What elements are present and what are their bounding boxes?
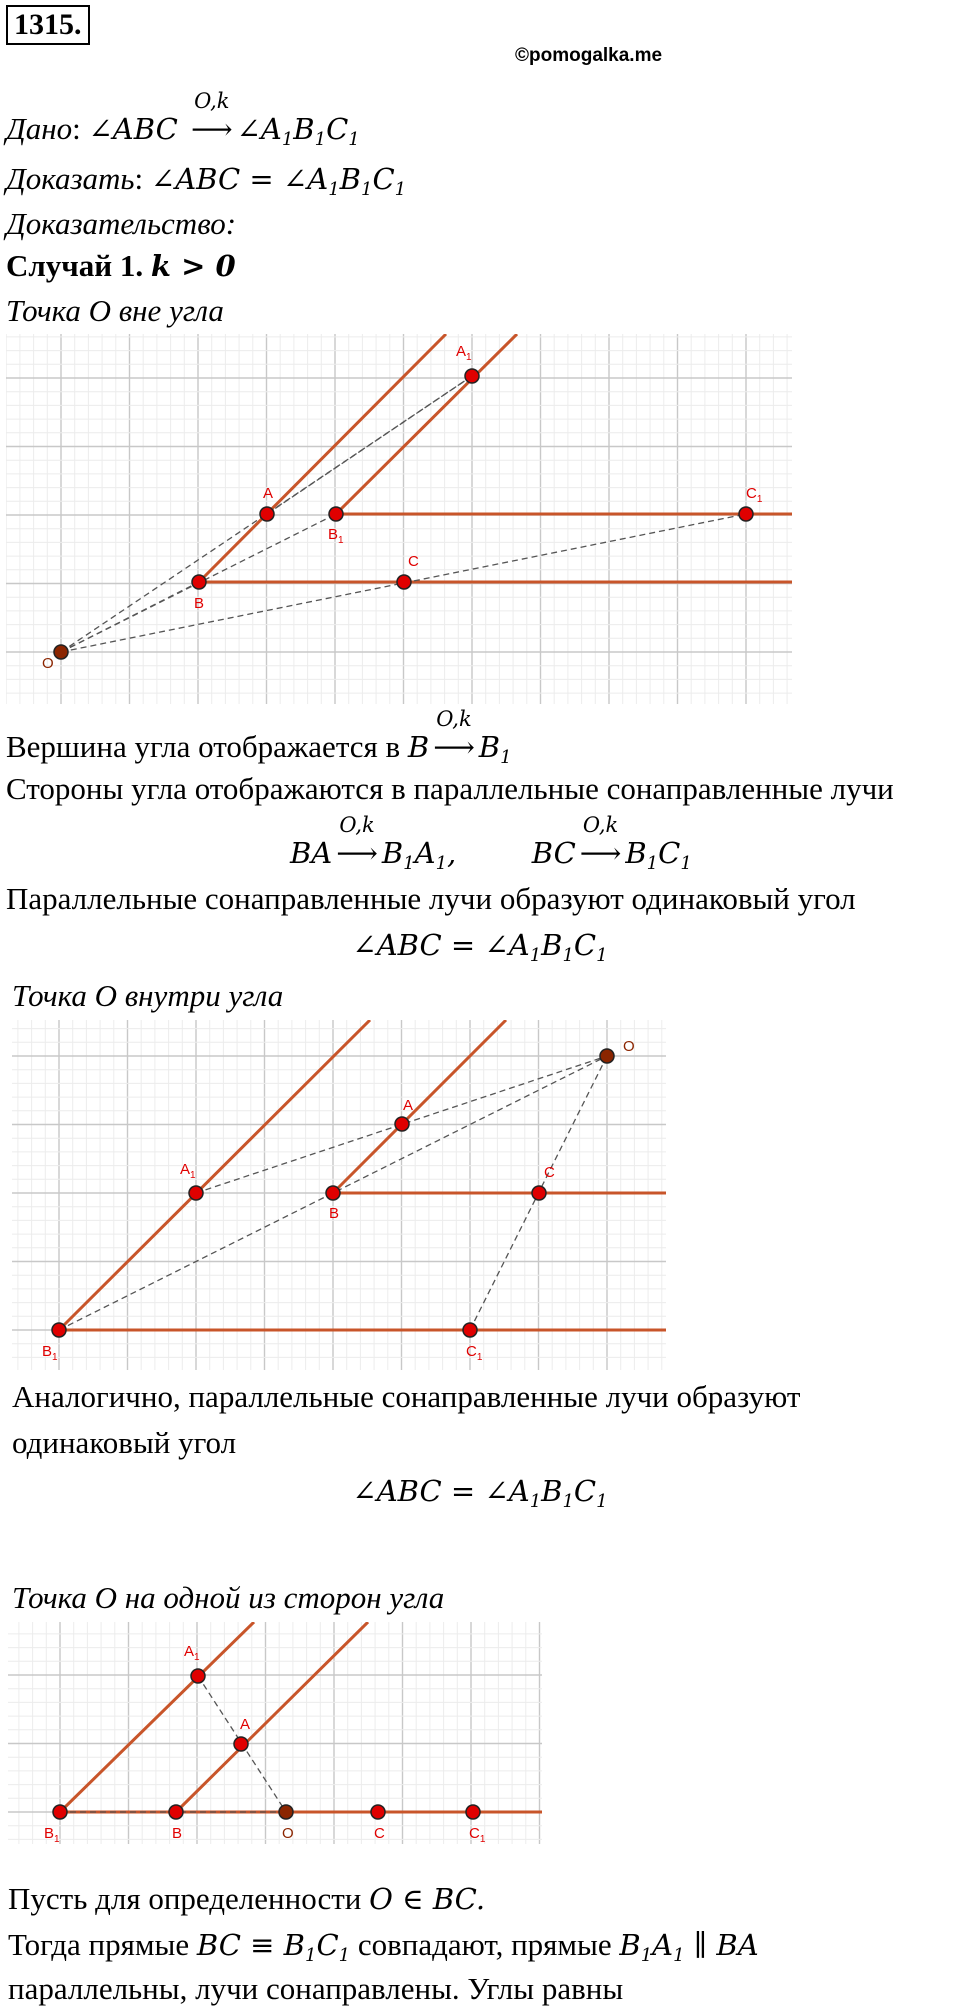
label-a: A — [263, 485, 274, 502]
point-b1 — [53, 1805, 67, 1819]
point-o — [279, 1805, 293, 1819]
arrow-icon: ⟶ O,k — [433, 728, 475, 766]
case1-title: Случай 1. — [6, 248, 144, 283]
prove-formula: ∠ABC = $\angle A_1B_1C_1$ — [150, 162, 407, 200]
label-a1: $A_1$ — [184, 1643, 200, 1663]
coincide-formula: BC ≡ $B_1C_1$ — [196, 1928, 351, 1966]
label-a: A — [403, 1097, 414, 1114]
label-b: B — [329, 1205, 340, 1222]
sub2-heading: Точка O внутри угла — [12, 978, 284, 1013]
equality-2 — [0, 1472, 960, 1521]
then-text-a: Тогда прямые — [8, 1927, 190, 1962]
let-line — [8, 1880, 485, 1918]
point-a — [234, 1737, 248, 1751]
arrow-icon: ⟶ O,k — [191, 110, 233, 148]
sub3-heading: Точка O на одной из сторон угла — [12, 1580, 445, 1615]
label-b1: $B_1$ — [44, 1825, 60, 1844]
point-b1 — [329, 507, 343, 521]
point-b — [326, 1186, 340, 1200]
label-c1: $C_1$ — [466, 1343, 483, 1363]
label-c: C — [408, 553, 419, 570]
given-label: Дано — [6, 111, 73, 146]
point-c — [397, 575, 411, 589]
point-b — [169, 1805, 183, 1819]
arrow-annotation: O,k — [436, 707, 472, 731]
point-a1 — [191, 1669, 205, 1683]
let-text: Пусть для определенности — [8, 1881, 362, 1916]
let-formula: O ∈ BC. — [369, 1882, 486, 1916]
point-o — [600, 1049, 614, 1063]
problem-number-text: 1315 — [14, 8, 74, 41]
arrow-icon: ⟶ O,k — [580, 834, 622, 872]
figure-1-labels — [42, 343, 763, 672]
given-line: Дано: ∠ABC ⟶ O,k $\angle A_1B_1C_1$ — [6, 110, 360, 159]
prove-label: Доказать — [6, 161, 135, 196]
label-o: O — [282, 1825, 294, 1842]
proof-label: Доказательство: — [6, 206, 237, 241]
then-text-b: совпадают, прямые — [357, 1927, 612, 1962]
ray-b1a1 — [336, 334, 517, 514]
arrow-annotation: O,k — [339, 813, 375, 837]
arrow-annotation: O,k — [582, 813, 619, 837]
figure-1-grid — [6, 334, 792, 704]
equality-1-formula: ∠ABC = $\angle A_1B_1C_1$ — [352, 928, 608, 966]
label-o: O — [42, 655, 54, 672]
label-b1: $B_1$ — [42, 1343, 58, 1363]
problem-number-dot: . — [74, 8, 82, 41]
rays-mapping-line — [290, 813, 692, 883]
label-a1: $A_1$ — [180, 1161, 196, 1181]
problem-number — [6, 5, 90, 45]
label-a: A — [240, 1716, 251, 1733]
mapping-ba: BA ⟶ O,k $B_1A_1$, — [290, 836, 456, 870]
prove-line: Доказать: ∠ABC = $\angle A_1B_1C_1$ — [6, 161, 407, 200]
point-a — [260, 507, 274, 521]
label-c1: $C_1$ — [746, 485, 763, 505]
label-c: C — [374, 1825, 385, 1842]
point-a1 — [189, 1186, 203, 1200]
arrow-icon: ⟶ O,k — [336, 834, 378, 872]
vertex-formula: B ⟶ O,k $B_1$ — [408, 730, 512, 764]
ray-ba — [199, 334, 446, 582]
parallel-line: Параллельные сонаправленные лучи образуют одинаковый угол — [6, 881, 856, 916]
figure-2 — [12, 1020, 666, 1370]
figure-3-rays — [60, 1622, 542, 1812]
given-formula: ∠ABC ⟶ O,k $\angle A_1B_1C_1$ — [88, 112, 359, 146]
mapping-bc: BC ⟶ O,k $B_1C_1$ — [532, 836, 692, 870]
analog-line-2: одинаковый угол — [12, 1425, 237, 1460]
case1-condition: k > 0 — [150, 249, 236, 283]
sub1-heading: Точка O вне угла — [6, 293, 224, 328]
arrow-annotation: O,k — [194, 89, 230, 113]
ray-ba — [333, 1020, 506, 1193]
figure-3 — [8, 1622, 542, 1844]
point-c — [532, 1186, 546, 1200]
point-b — [192, 575, 206, 589]
point-c1 — [463, 1323, 477, 1337]
point-c — [371, 1805, 385, 1819]
point-a1 — [465, 369, 479, 383]
then-line — [8, 1926, 759, 1975]
point-a — [395, 1117, 409, 1131]
label-o: O — [623, 1038, 635, 1055]
figure-1-rays — [199, 334, 792, 582]
conclusion-line: параллельны, лучи сонаправлены. Углы равны — [8, 1971, 624, 2006]
vertex-text: Вершина угла отображается в — [6, 729, 401, 764]
label-b: B — [194, 595, 205, 612]
label-b1: $B_1$ — [328, 526, 344, 546]
figure-1 — [6, 334, 792, 704]
analog-line-1: Аналогично, параллельные сонаправленные лучи образуют — [12, 1379, 801, 1414]
sides-line: Стороны угла отображаются в параллельные сонаправленные лучи — [6, 771, 894, 806]
parallel-formula: $B_1A_1$ ∥ BA — [619, 1928, 759, 1966]
label-a1: $A_1$ — [456, 343, 472, 363]
point-o — [54, 645, 68, 659]
proof-label-text: Доказательство — [6, 206, 226, 241]
site-watermark: ©pomogalka.me — [515, 45, 663, 66]
point-c1 — [466, 1805, 480, 1819]
label-c: C — [544, 1164, 555, 1181]
ray-ba — [176, 1622, 368, 1812]
point-c1 — [739, 507, 753, 521]
figure-2-rays — [59, 1020, 666, 1330]
equality-2-formula: ∠ABC = $\angle A_1B_1C_1$ — [352, 1474, 608, 1512]
point-b1 — [52, 1323, 66, 1337]
ray-b1a1 — [59, 1020, 370, 1330]
equality-1 — [0, 926, 960, 975]
label-c1: $C_1$ — [469, 1825, 486, 1844]
case1-heading — [6, 247, 236, 285]
label-b: B — [172, 1825, 183, 1842]
